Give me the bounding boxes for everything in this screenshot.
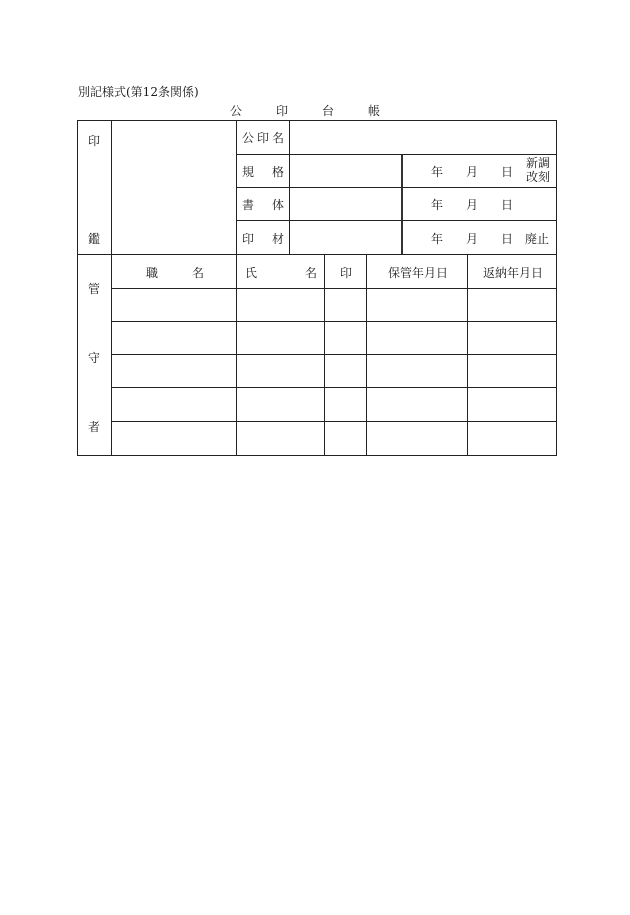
label-char: 規 (242, 165, 255, 179)
seal-side-label-top: 印 (88, 134, 101, 148)
abolish-note: 廃止 (525, 232, 550, 246)
spec-field[interactable] (290, 155, 401, 187)
custodian-side-label: 者 (88, 420, 101, 434)
date-char: 月 (465, 198, 478, 212)
header-char: 職 (146, 266, 159, 280)
table-row[interactable] (112, 388, 556, 421)
section-divider (77, 254, 557, 255)
seal-impression-area[interactable] (112, 121, 236, 254)
date-char: 年 (431, 198, 444, 212)
label-char: 名 (271, 131, 284, 145)
seal-name-label (242, 129, 284, 146)
spec-label (242, 163, 284, 180)
column-header-custody-date: 保管年月日 (388, 266, 449, 280)
custodian-side-label: 管 (88, 282, 101, 296)
material-field[interactable] (290, 221, 401, 254)
custodian-side-label: 守 (88, 351, 101, 365)
label-char: 印 (256, 131, 269, 145)
label-char: 書 (242, 198, 255, 212)
typeface-label (242, 196, 284, 213)
column-header-position (146, 264, 204, 281)
table-row[interactable] (112, 422, 556, 455)
label-char: 公 (242, 131, 255, 145)
label-char: 格 (271, 165, 284, 179)
new-date (431, 163, 513, 180)
label-char: 印 (242, 232, 255, 246)
header-char: 名 (191, 266, 204, 280)
header-char: 氏 (245, 266, 258, 280)
table-row[interactable] (112, 289, 556, 321)
date-char: 月 (465, 232, 478, 246)
annex-label: 別記様式(第12条関係) (78, 85, 199, 99)
form-title-char: 公 (230, 104, 243, 118)
seal-side-label-bottom: 鑑 (88, 232, 101, 246)
form-title-char: 印 (275, 104, 288, 118)
column-header-name (245, 264, 317, 281)
date-char: 日 (500, 232, 513, 246)
date-char: 月 (465, 165, 478, 179)
date-char: 年 (431, 165, 444, 179)
note-line: 改刻 (526, 170, 551, 184)
date-char: 日 (500, 198, 513, 212)
column-header-seal: 印 (340, 266, 353, 280)
header-char: 名 (304, 266, 317, 280)
form-title-char: 帳 (367, 104, 380, 118)
typeface-date (431, 196, 513, 213)
table-row[interactable] (112, 355, 556, 387)
column-header-return-date: 返納年月日 (483, 266, 544, 280)
date-char: 年 (431, 232, 444, 246)
date-char: 日 (500, 165, 513, 179)
note-line: 新調 (526, 156, 551, 170)
abolish-date (431, 230, 513, 247)
label-char: 体 (271, 198, 284, 212)
material-label (242, 230, 284, 247)
label-char: 材 (271, 232, 284, 246)
form-title (230, 102, 380, 119)
seal-name-field[interactable] (290, 121, 556, 154)
form-title-char: 台 (321, 104, 334, 118)
divider (401, 154, 403, 254)
new-carve-note (526, 156, 550, 184)
typeface-field[interactable] (290, 188, 401, 220)
table-row[interactable] (112, 322, 556, 354)
